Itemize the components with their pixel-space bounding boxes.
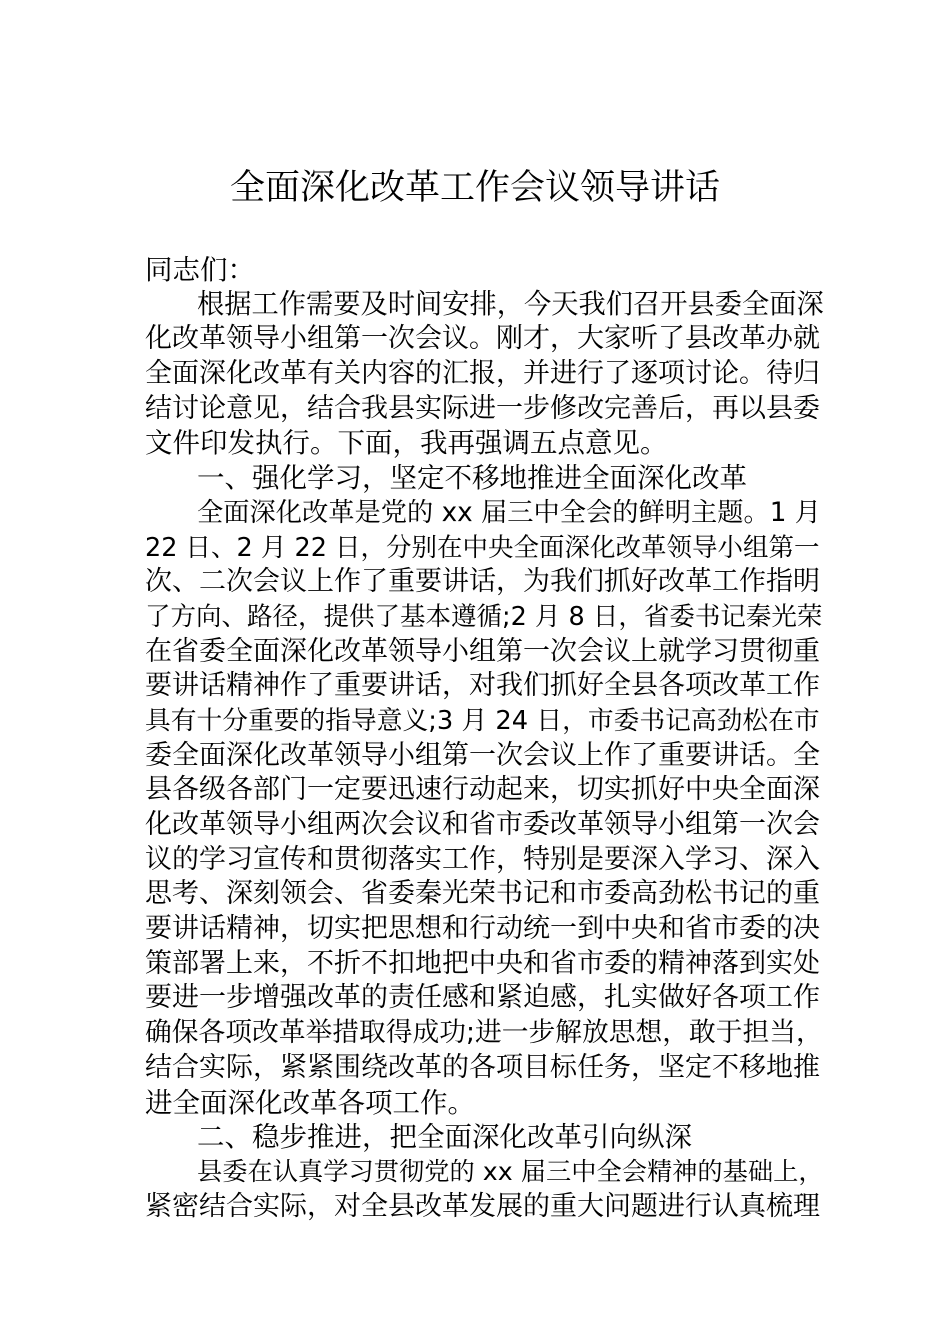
- text-line: 在省委全面深化改革领导小组第一次会议上就学习贯彻重: [145, 635, 820, 667]
- text-line: 委全面深化改革领导小组第一次会议上作了重要讲话。全: [145, 739, 820, 771]
- text-line: 要讲话精神作了重要讲话，对我们抓好全县各项改革工作: [145, 670, 820, 702]
- text-line: 县委在认真学习贯彻党的 xx 届三中全会精神的基础上，: [197, 1156, 824, 1186]
- text-line: 紧密结合实际，对全县改革发展的重大问题进行认真梳理: [145, 1190, 820, 1222]
- text-line: 结讨论意见，结合我县实际进一步修改完善后，再以县委: [145, 392, 820, 424]
- text-line: 结合实际，紧紧围绕改革的各项目标任务，坚定不移地推: [145, 1051, 820, 1083]
- text-line: 全面深化改革是党的 xx 届三中全会的鲜明主题。1 月: [197, 497, 822, 528]
- text-line: 化改革领导小组两次会议和省市委改革领导小组第一次会: [145, 809, 820, 840]
- text-line: 次、二次会议上作了重要讲话，为我们抓好改革工作指明: [145, 566, 820, 598]
- text-line: 具有十分重要的指导意义;3 月 24 日，市委书记高劲松在市: [145, 705, 820, 736]
- text-line: 要讲话精神，切实把思想和行动统一到中央和省市委的决: [145, 913, 820, 945]
- text-line: 文件印发执行。下面，我再强调五点意见。: [145, 427, 668, 460]
- text-line: 全面深化改革有关内容的汇报，并进行了逐项讨论。待归: [145, 358, 820, 390]
- document-body: [145, 253, 825, 1224]
- text-line: 议的学习宣传和贯彻落实工作，特别是要深入学习、深入: [145, 843, 820, 875]
- text-line: 进全面深化改革各项工作。: [145, 1086, 475, 1119]
- text-line: 二、稳步推进，把全面深化改革引向纵深: [197, 1121, 692, 1154]
- text-line: 根据工作需要及时间安排，今天我们召开县委全面深: [197, 288, 824, 320]
- text-line: 了方向、路径，提供了基本遵循;2 月 8 日，省委书记秦光荣: [145, 601, 823, 632]
- text-line: 22 日、2 月 22 日，分别在中央全面深化改革领导小组第一: [145, 532, 820, 563]
- text-line: 要进一步增强改革的责任感和紧迫感，扎实做好各项工作: [145, 982, 820, 1014]
- text-line: 确保各项改革举措取得成功;进一步解放思想，敢于担当，: [145, 1017, 823, 1049]
- text-line: 策部署上来，不折不扣地把中央和省市委的精神落到实处: [145, 947, 820, 979]
- text-line: 化改革领导小组第一次会议。刚才，大家听了县改革办就: [145, 323, 820, 355]
- text-line: 县各级各部门一定要迅速行动起来，切实抓好中央全面深: [145, 774, 820, 806]
- document-title: 全面深化改革工作会议领导讲话: [229, 168, 720, 208]
- text-line: 同志们：: [145, 254, 255, 286]
- text-line: 一、强化学习，坚定不移地推进全面深化改革: [197, 462, 747, 495]
- text-line: 思考、深刻领会、省委秦光荣书记和市委高劲松书记的重: [145, 878, 820, 910]
